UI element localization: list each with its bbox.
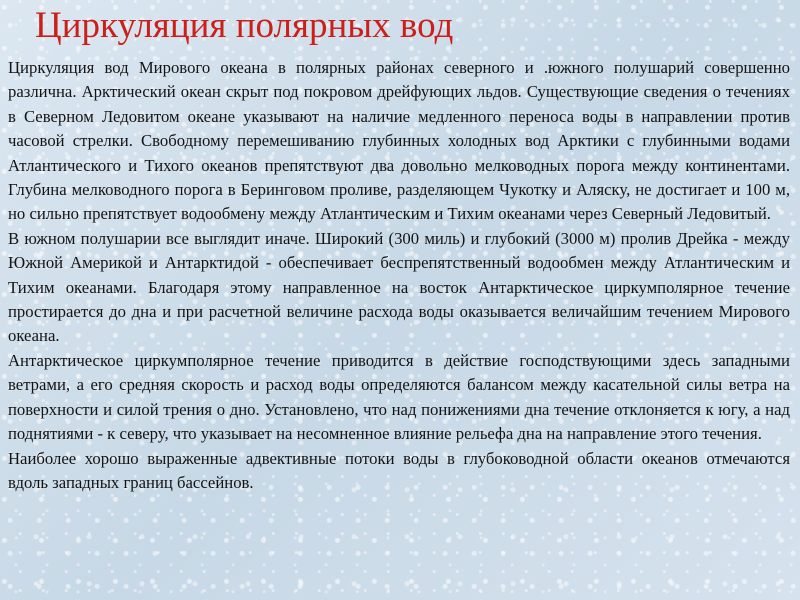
paragraph-arctic: Циркуляция вод Мирового океана в полярных районах северного и .южного полушарий совершенно различна. Арктический океан скрыт под покровом дрейфующих льдов. Существующие сведения о течениях в Северном Ледовитом океане указывают на наличие медленного переноса воды в направлении против часовой стрелки. Свободному перемешиванию глубинных холодных вод Арктики с глубинными водами Атлантического и Тихого океанов препятствуют два довольно мелководных порога между континентами. Глубина мелководного порога в Беринговом проливе, разделяющем Чукотку и Аляску, не достигает и 100 м, но сильно препятствует водообмену между Атлантическим и Тихим океанами через Северный Ледовитый.: [8, 58, 790, 224]
paragraph-advective-flows: Наиболее хорошо выраженные адвективные потоки воды в глубоководной области океанов отмечаются вдоль западных границ бассейнов.: [8, 448, 790, 492]
paragraph-southern-hemisphere: В южном полушарии все выглядит иначе. Широкий (300 миль) и глубокий (3000 м) пролив Дрейка - между Южной Америкой и Антарктидой - обеспечивает беспрепятственный водообмен между Атлантическим и Тихим океанами. Благодаря этому направленное на восток Антарктическое циркумполярное течение простирается до дна и при расчетной величине расхода воды оказывается величайшим течением Мирового океана.: [8, 228, 790, 346]
paragraph-circumpolar-current: Антарктическое циркумполярное течение приводится в действие господствующими здесь западными ветрами, а его средняя скорость и расход воды определяются балансом между касательной силы ветра на поверхности и силой трения о дно. Установлено, что над понижениями дна течение отклоняется к югу, а над поднятиями - к северу, что указывает на несомненное влияние рельефа дна на направление этого течения.: [8, 350, 790, 444]
slide-title: Циркуляция полярных вод: [35, 5, 454, 46]
body-text: [8, 56, 790, 495]
